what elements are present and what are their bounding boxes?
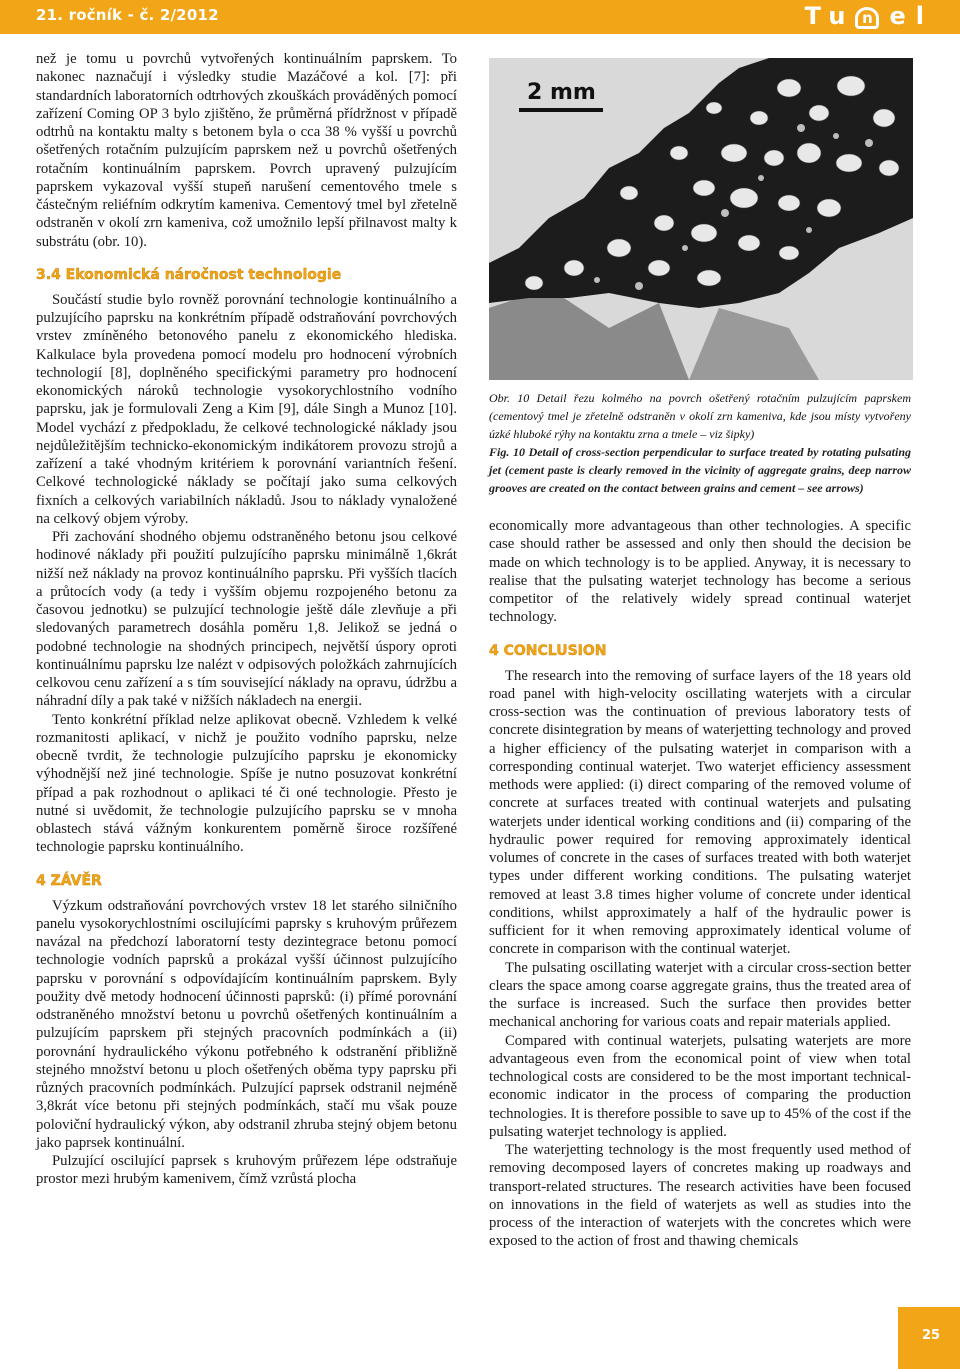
paragraph: než je tomu u povrchů vytvořených kontinuálním paprskem. To nakonec naznačují i výsledky studie Mazáčové a kol. [7]: při standardních laboratorních odtrhových zkouškách prováděných pomocí zařízení Coming OP 3 bylo zjištěno, že průměrná přídržnost v případě odtrhů na kontaktu malty s betonem byla o cca 38 % vyšší u povrchů ošetřených rotačním pulzujícím paprskem než u povrchů ošetřených rotačním kontinuálním paprskem. Povrch upravený pulzujícím paprskem vykazoval vyšší stupeň narušení cementového tmele s částečným reliéfním odkrytím kameniva. Cementový tmel byl zřetelně odstraněn v okolí zrn kameniva, což umožnilo lepší přilnavost malty k substrátu (obr. 10). — [36, 51, 457, 250]
page-number: 25 — [922, 1328, 941, 1343]
right-column — [489, 517, 911, 1251]
paragraph: The pulsating oscillating waterjet with a circular cross-section better clears the space among coarse aggregate grains, thus the treated area of the surface is increased. Such the surface then provides better mechanical anchoring for various coats and repair materials applied. — [489, 959, 911, 1031]
paragraph: Tento konkrétní příklad nelze aplikovat obecně. Vzhledem k velké rozmanitosti aplikací, v nichž je použito vodního paprsku, nelze obecně tvrdit, že technologie pulzujícího paprsku je ekonomicky výhodnější než jiné technologie. Spíše je nutno posuzovat konkrétní případ a pak rozhodnout o aplikaci té či oné technologie. Přesto je nutné si uvědomit, že technologie pulzujícího paprsku se v mnoha oblastech stává vážným konkurentem poměrně široce rozšířené technologie paprsku kontinuálního. — [36, 711, 457, 856]
caption-text-en: Detail of cross-section perpendicular to surface treated by rotating pulsating jet (cement paste is clearly removed in the vicinity of aggregate grains, deep narrow grooves are created on the contact between grains and cement – see arrows) — [489, 445, 912, 495]
section-heading-4-zaver: 4 ZÁVĚR — [36, 872, 102, 889]
issue-label: 21. ročník - č. 2/2012 — [36, 6, 219, 24]
tunel-logo: Tu n el — [804, 2, 934, 30]
paragraph: Součástí studie bylo rovněž porovnání technologie kontinuálního a pulzujícího paprsku na konkrétním případě odstraňování povrchových vrstev zmíněného betonového panelu z ekonomického hlediska. Kalkulace byla provedena pomocí modelu pro hodnocení výrobních technologií [8], doplněného specifickými parametry pro hodnocení ekonomických nároků technologie vysokorychlostního vodního paprsku, jak je formulovali Zeng a Kim [9], dále Singh a Munoz [10]. Model vychází z předpokladu, že celkové technologické náklady jsou nejdůležitějším technicko-ekonomickým indikátorem provozu strojů a zařízení a také vhodným kritériem k porovnání variantních řešení. Celkové technologické náklady se počítají jako suma celkových fixních a celkových variabilních nákladů. Jsou to náklady vynaložené na celkový objem výroby. — [36, 291, 457, 527]
left-column — [36, 50, 457, 1189]
figure-caption — [489, 389, 911, 497]
paragraph: Výzkum odstraňování povrchových vrstev 18 let starého silničního panelu vysokorychlostními oscilujícími paprsky s kruhovým průřezem navázal na předchozí laboratorní testy dezintegrace betonu pomocí technologie vodních paprsků a prokázal vyšší účinnost pulzujícího paprsku v porovnání s odpovídajícím kontinuálním paprskem. Byly použity dvě metody hodnocení účinnosti paprsků: (i) přímé porovnání odstraněného množství betonu u povrchů ošetřených kontinuálním a pulzujícím paprskem při stejných pracovních podmínkách a (ii) porovnání hydraulického výkonu potřebného k odstranění přibližně stejného množství betonu u ploch ošetřených oběma typy paprsku při různých pracovních podmínkách. Pulzující paprsek odstranil nejméně 3,8krát více betonu při stejných podmínkách, stačí mu však pouze poloviční hydraulický výkon, aby odstranil zhruba stejný objem betonu jako paprsek kontinuální. — [36, 897, 457, 1151]
figure-10-micrograph — [489, 58, 913, 380]
paragraph: economically more advantageous than other technologies. A specific case should rather be assessed and only then should the decision be made on which technology is to be applied. Anyway, it is necessary to realise that the pulsating waterjet technology has become a serious competitor of the relatively widely spread continual waterjet technology. — [489, 518, 911, 626]
micrograph-image — [489, 58, 913, 380]
paragraph: The waterjetting technology is the most frequently used method of removing decomposed layers of concretes making up roadways and transport-related structures. The research activities have been focused on innovations in the field of waterjets as well as studies into the process of the interaction of waterjets with the concretes which were exposed to the action of frost and thawing chemicals — [489, 1142, 911, 1250]
section-heading-4-conclusion: 4 CONCLUSION — [489, 642, 607, 659]
caption-label-en: Fig. 10 — [489, 445, 525, 459]
paragraph: Pulzující oscilující paprsek s kruhovým průřezem lépe odstraňuje prostor mezi hrubým kamenivem, čímž vzrůstá plocha — [36, 1153, 457, 1188]
caption-text-cz: Detail řezu kolmého na povrch ošetřený rotačním pulzujícím paprskem (cementový tmel je zřetelně odstraněn v okolí zrn kameniva, kde jsou místy vytvořeny úzké hluboké rýhy na kontaktu zrna a tmele – viz šipky) — [489, 391, 911, 441]
paragraph: Compared with continual waterjets, pulsating waterjets are more advantageous even from the economical point of view when total technological costs are considered to be the most important technical-economic indicator in the process of comparing the production technologies. It is therefore possible to save up to 45% of the cost if the pulsating waterjet technology is applied. — [489, 1032, 911, 1140]
scale-bar-label: 2 mm — [527, 80, 596, 105]
page-header — [0, 0, 960, 34]
section-heading-3-4: 3.4 Ekonomická náročnost technologie — [36, 266, 342, 283]
paragraph: The research into the removing of surface layers of the 18 years old road panel with high-velocity oscillating waterjets with a circular cross-section was the continuation of previous laboratory tests of concrete disintegration by means of waterjetting technology and proved a higher efficiency of the pulsating waterjet in comparison with a corresponding continual waterjet. Two waterjet efficiency assessment methods were applied: (i) direct comparing of the removed volume of concrete at surfaces treated with continual waterjets and pulsating waterjets under identical working conditions and (ii) comparing of the hydraulic power required for removing approximately identical volumes of concrete in the cases of surfaces treated with both waterjet types under different working conditions. The pulsating waterjet removed at least 3.8 times higher volume of concrete under identical conditions, whilst approximately a half of the hydraulic power is sufficient for it when removing approximately identical volume of concrete in comparison with the continual waterjet. — [489, 667, 911, 958]
paragraph: Při zachování shodného objemu odstraněného betonu jsou celkové hodinové náklady při použití pulzujícího paprsku minimálně 1,6krát nižší než náklady na provoz kontinuálního paprsku. Při vyšších tlacích a průtocích vody (a tedy i vyšším objemu rozpojeného betonu za časovou jednotku) se pulzující technologie ještě dále zlevňuje a při sledovaných parametrech dosáhla poměru 1,8. Jelikož se jedná o podobné technologie na shodných principech, největší úspory oproti kontinuálnímu paprsku lze nalézt v odpisových položkách zahrnujících celkovou cenu zařízení a s tím související náklady na opravu, údržbu a náhradní díly a pak také v nižších nákladech na energii. — [36, 529, 457, 710]
caption-label-cz: Obr. 10 — [489, 391, 530, 405]
